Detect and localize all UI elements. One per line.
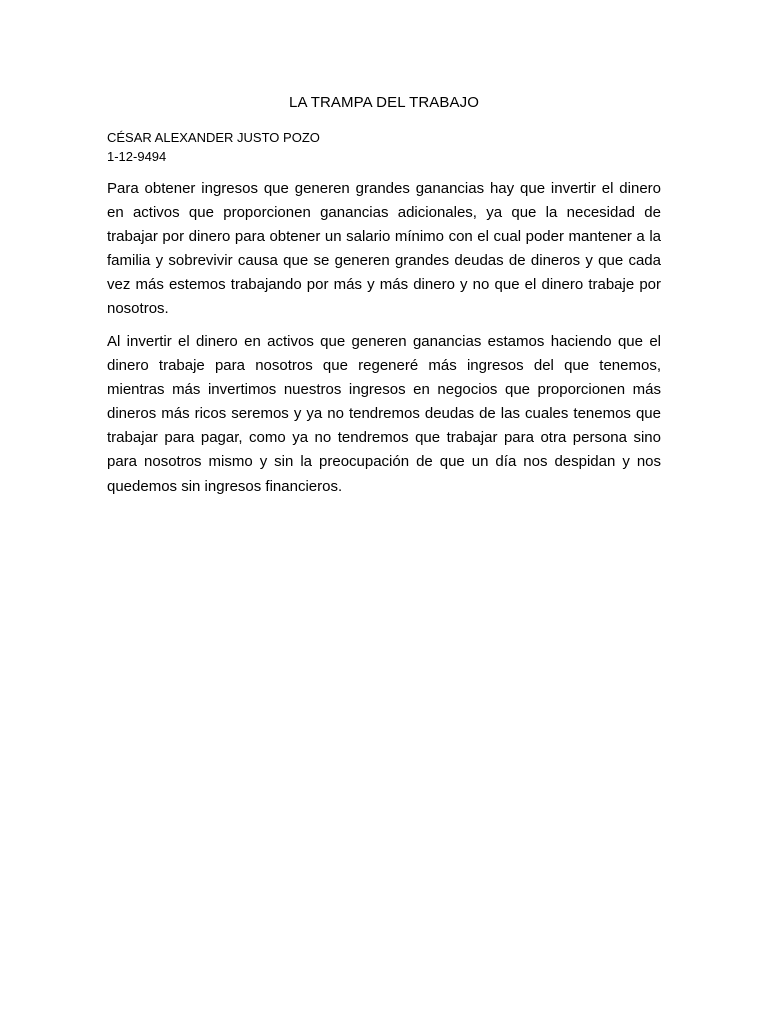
student-id: 1-12-9494 — [107, 149, 167, 164]
document-title: LA TRAMPA DEL TRABAJO — [289, 94, 479, 111]
paragraph-1: Para obtener ingresos que generen grandes ganancias hay que invertir el dinero en activos que proporcionen ganancias adicionales, ya que la necesidad de trabajar por dinero para obtener un salario mínimo con el cual poder mantener a la familia y sobrevivir causa que se generen grandes deudas de dineros y que cada vez más estemos trabajando por más y más dinero y no que el dinero trabaje por nosotros. — [107, 180, 661, 318]
author-name: CÉSAR ALEXANDER JUSTO POZO — [107, 130, 320, 145]
paragraph-2: Al invertir el dinero en activos que generen ganancias estamos haciendo que el dinero trabaje para nosotros que regeneré más ingresos del que tenemos, mientras más invertimos nuestros ingresos en negocios que proporcionen más dineros más ricos seremos y ya no tendremos deudas de las cuales tenemos que trabajar para pagar, como ya no tendremos que trabajar para otra persona sino para nosotros mismo y sin la preocupación de que un día nos despidan y nos quedemos sin ingresos financieros. — [107, 333, 661, 495]
